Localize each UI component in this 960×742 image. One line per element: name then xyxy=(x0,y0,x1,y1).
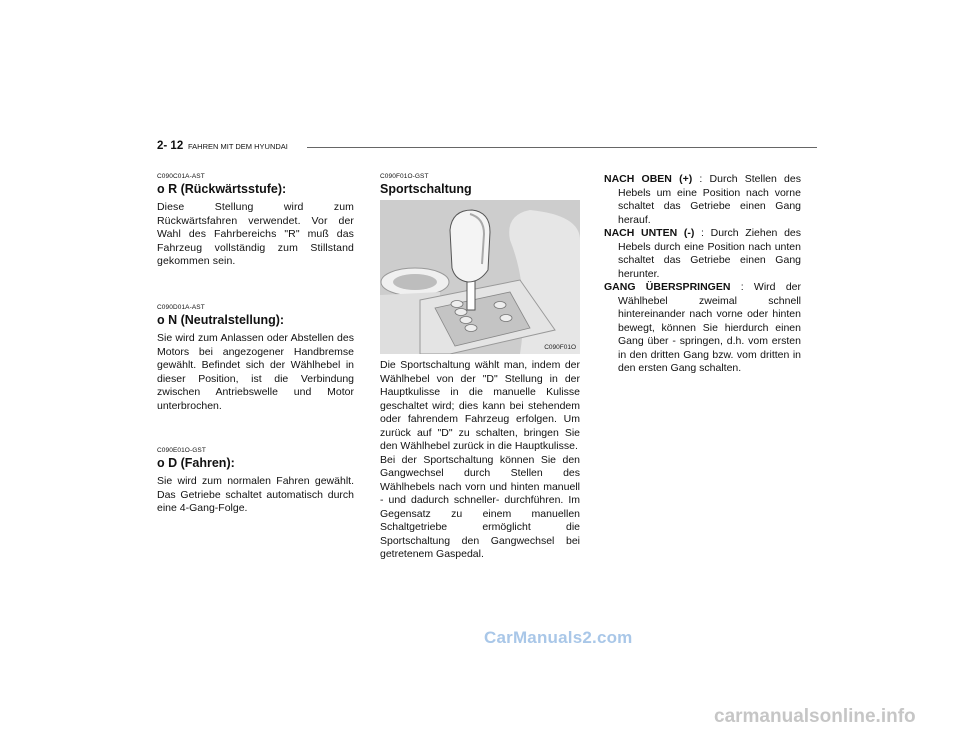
image-code: C090F01O xyxy=(544,344,576,351)
sport-paragraph-1: Die Sportschaltung wählt man, indem der Wählhebel von der "D" Stellung in der Hauptkulisse in die manuelle Kulisse geschaltet wird; dies kann bei stehendem oder fahrendem Fahrzeug erfolgen. Um zurück auf "D" zu schalten, bringen Sie den Wählhebel zurück in die Hauptkulisse. xyxy=(380,359,580,452)
section-r xyxy=(157,173,354,269)
definition: : Durch Stellen des Hebels um eine Position nach vorne schaltet das Getriebe einen Gang herauf. xyxy=(618,173,801,226)
section-heading: o R (Rückwärtsstufe): xyxy=(157,182,287,196)
section-code: C090C01A-AST xyxy=(157,173,205,180)
term: GANG ÜBERSPRINGEN xyxy=(604,281,731,293)
shift-modes-list xyxy=(604,173,801,376)
section-heading: o D (Fahren): xyxy=(157,456,235,470)
section-d xyxy=(157,447,354,516)
term: NACH OBEN (+) xyxy=(604,173,693,185)
definition: : Durch Ziehen des Hebels durch eine Position nach unten schaltet das Getriebe einen Gang herunter. xyxy=(618,227,801,280)
section-code: C090F01O-GST xyxy=(380,173,429,180)
section-n xyxy=(157,304,354,413)
term: NACH UNTEN (-) xyxy=(604,227,695,239)
list-item xyxy=(604,227,801,281)
section-sport-text xyxy=(380,359,580,562)
list-item xyxy=(604,281,801,376)
watermark-carmanuals2[interactable]: CarManuals2.com xyxy=(484,628,633,647)
section-text: Sie wird zum Anlassen oder Abstellen des Motors bei angezogener Handbremse gewählt. Befindet sich der Wählhebel in dieser Position, ist die Verbindung zwischen Antriebswelle und Motor unterbrochen. xyxy=(157,332,354,412)
section-text: Diese Stellung wird zum Rückwärtsfahren verwendet. Vor der Wahl des Fahrbereichs "R" muß das Fahrzeug vollständig zum Stillstand gekommen sein. xyxy=(157,201,354,267)
section-code: C090E01O-GST xyxy=(157,447,206,454)
section-text: Sie wird zum normalen Fahren gewählt. Das Getriebe schaltet automatisch durch eine 4-Gang-Folge. xyxy=(157,475,354,514)
list-item xyxy=(604,173,801,227)
section-heading: Sportschaltung xyxy=(380,182,472,196)
definition: : Wird der Wählhebel zweimal schnell hintereinander nach vorne oder hinten bewegt, können Sie hierdurch einen Gang über - springen, d.h. vom ersten in den dritten Gang bzw. vom dritten in den ersten Gang schalten. xyxy=(618,281,801,374)
gear-shifter-illustration xyxy=(380,200,580,354)
page-header xyxy=(157,140,817,156)
page-number: 2- 12 xyxy=(157,140,184,152)
header-rule xyxy=(307,147,817,148)
section-sport xyxy=(380,173,580,201)
watermark-carmanualsonline[interactable]: carmanualsonline.info xyxy=(714,706,916,727)
section-code: C090D01A-AST xyxy=(157,304,205,311)
section-heading: o N (Neutralstellung): xyxy=(157,313,285,327)
section-title: FAHREN MIT DEM HYUNDAI xyxy=(188,142,288,151)
sport-paragraph-2: Bei der Sportschaltung können Sie den Gangwechsel durch Stellen des Wählhebels nach vorn und hinten manuell - und dadurch schneller- durchführen. Im Gegensatz zu einem manuellen Schaltgetriebe ermöglicht die Sportschaltung den Gangwechsel bei getretenem Gaspedal. xyxy=(380,453,580,560)
gear-shifter-icon xyxy=(380,200,580,354)
